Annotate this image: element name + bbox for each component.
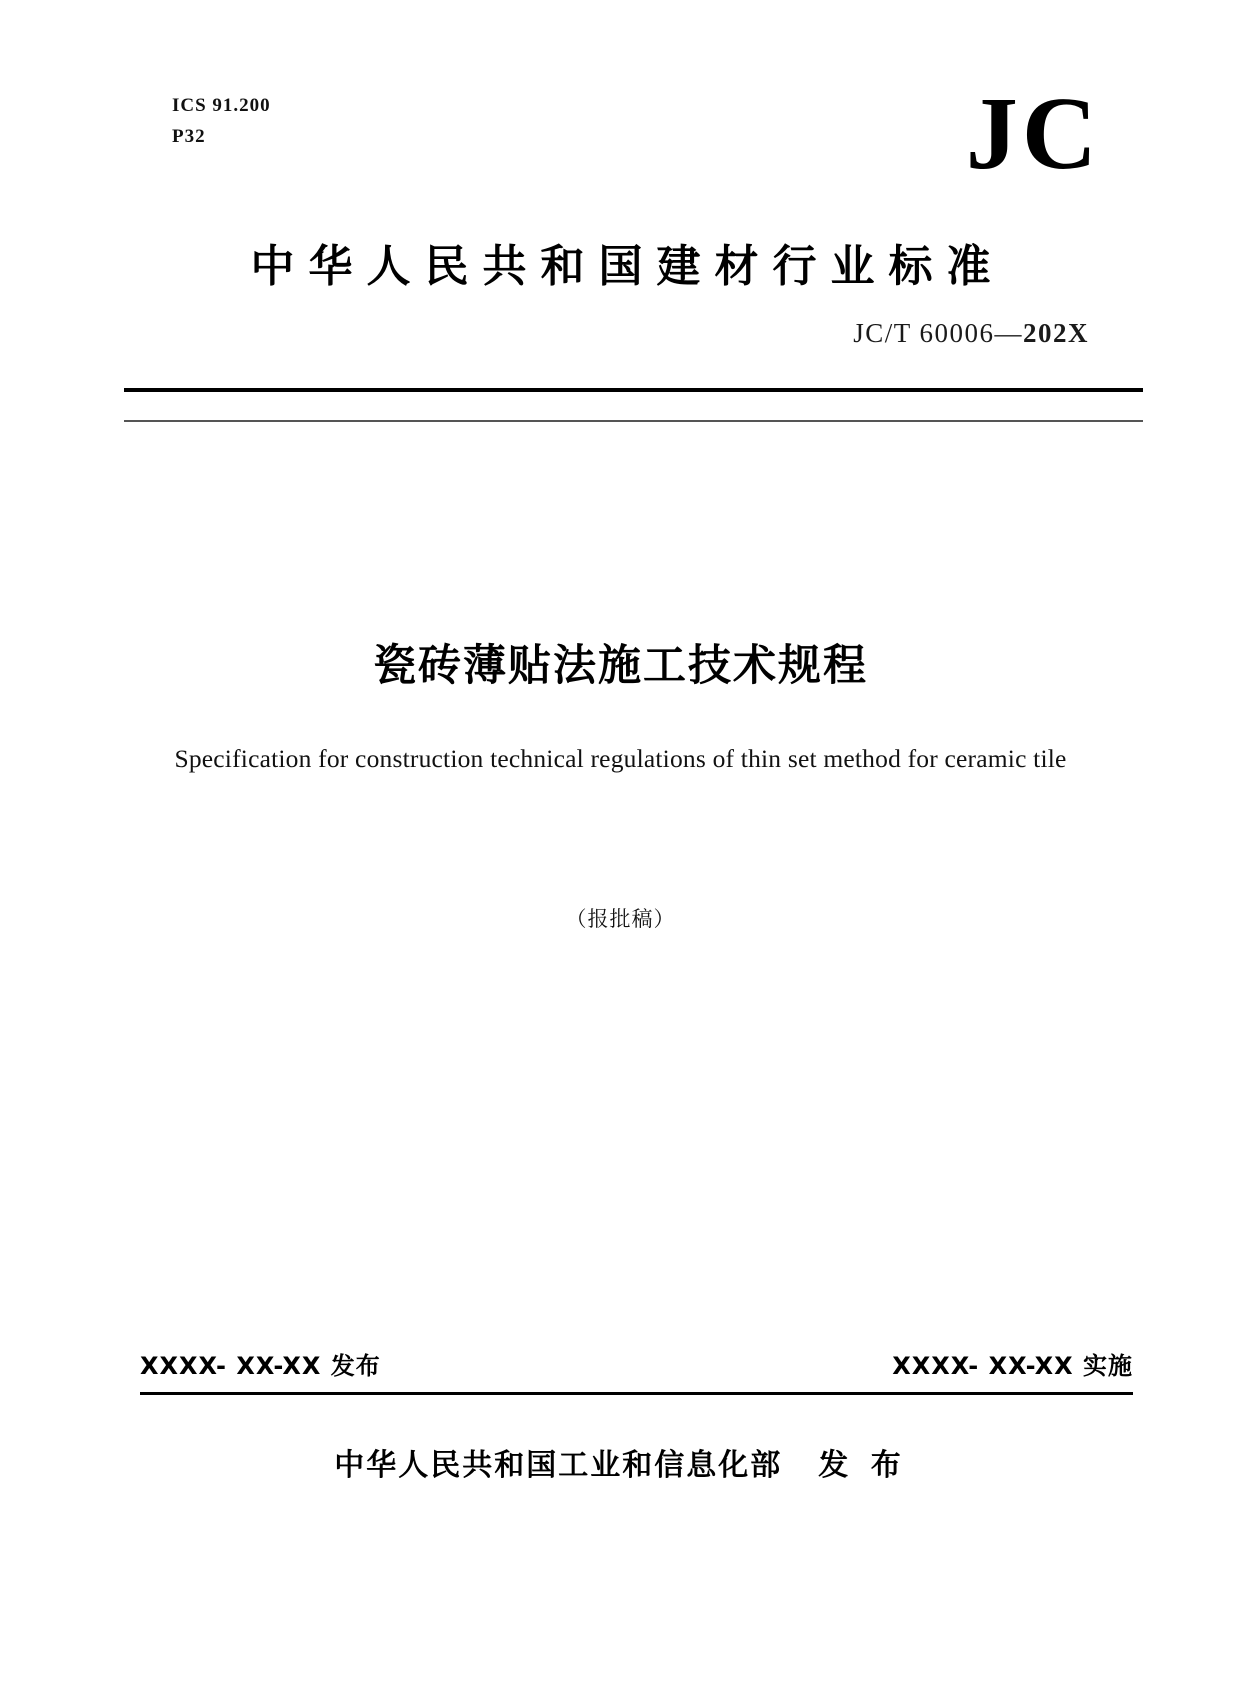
standard-number-prefix: JC/T 60006 xyxy=(853,318,995,348)
implementation-date: XXXX- XX-XX 实施 xyxy=(892,1352,1133,1380)
standard-number xyxy=(853,318,1089,349)
national-standard-title: 中华人民共和国建材行业标准 xyxy=(250,241,1005,292)
jc-logo: JC xyxy=(965,76,1101,191)
standard-number-suffix: 202X xyxy=(1023,318,1089,348)
release-date: XXXX- XX-XX 发布 xyxy=(140,1352,381,1380)
issuing-authority-verb: 发 布 xyxy=(818,1448,907,1483)
document-title-english: Specification for construction technical regulations of thin set method for ceramic tile xyxy=(174,744,1067,773)
issuing-authority xyxy=(0,1440,1241,1484)
header-divider-thick xyxy=(124,388,1143,392)
document-stage-label: （报批稿） xyxy=(565,907,676,931)
standard-number-dash: — xyxy=(994,318,1023,348)
ics-block xyxy=(172,92,271,151)
footer-divider xyxy=(140,1392,1133,1395)
header-divider-thin xyxy=(124,420,1143,422)
issuing-authority-name: 中华人民共和国工业和信息化部 xyxy=(334,1448,783,1483)
document-title-chinese: 瓷砖薄贴法施工技术规程 xyxy=(373,641,868,691)
ics-code: ICS 91.200 xyxy=(172,95,271,116)
classification-code: P32 xyxy=(172,125,206,147)
